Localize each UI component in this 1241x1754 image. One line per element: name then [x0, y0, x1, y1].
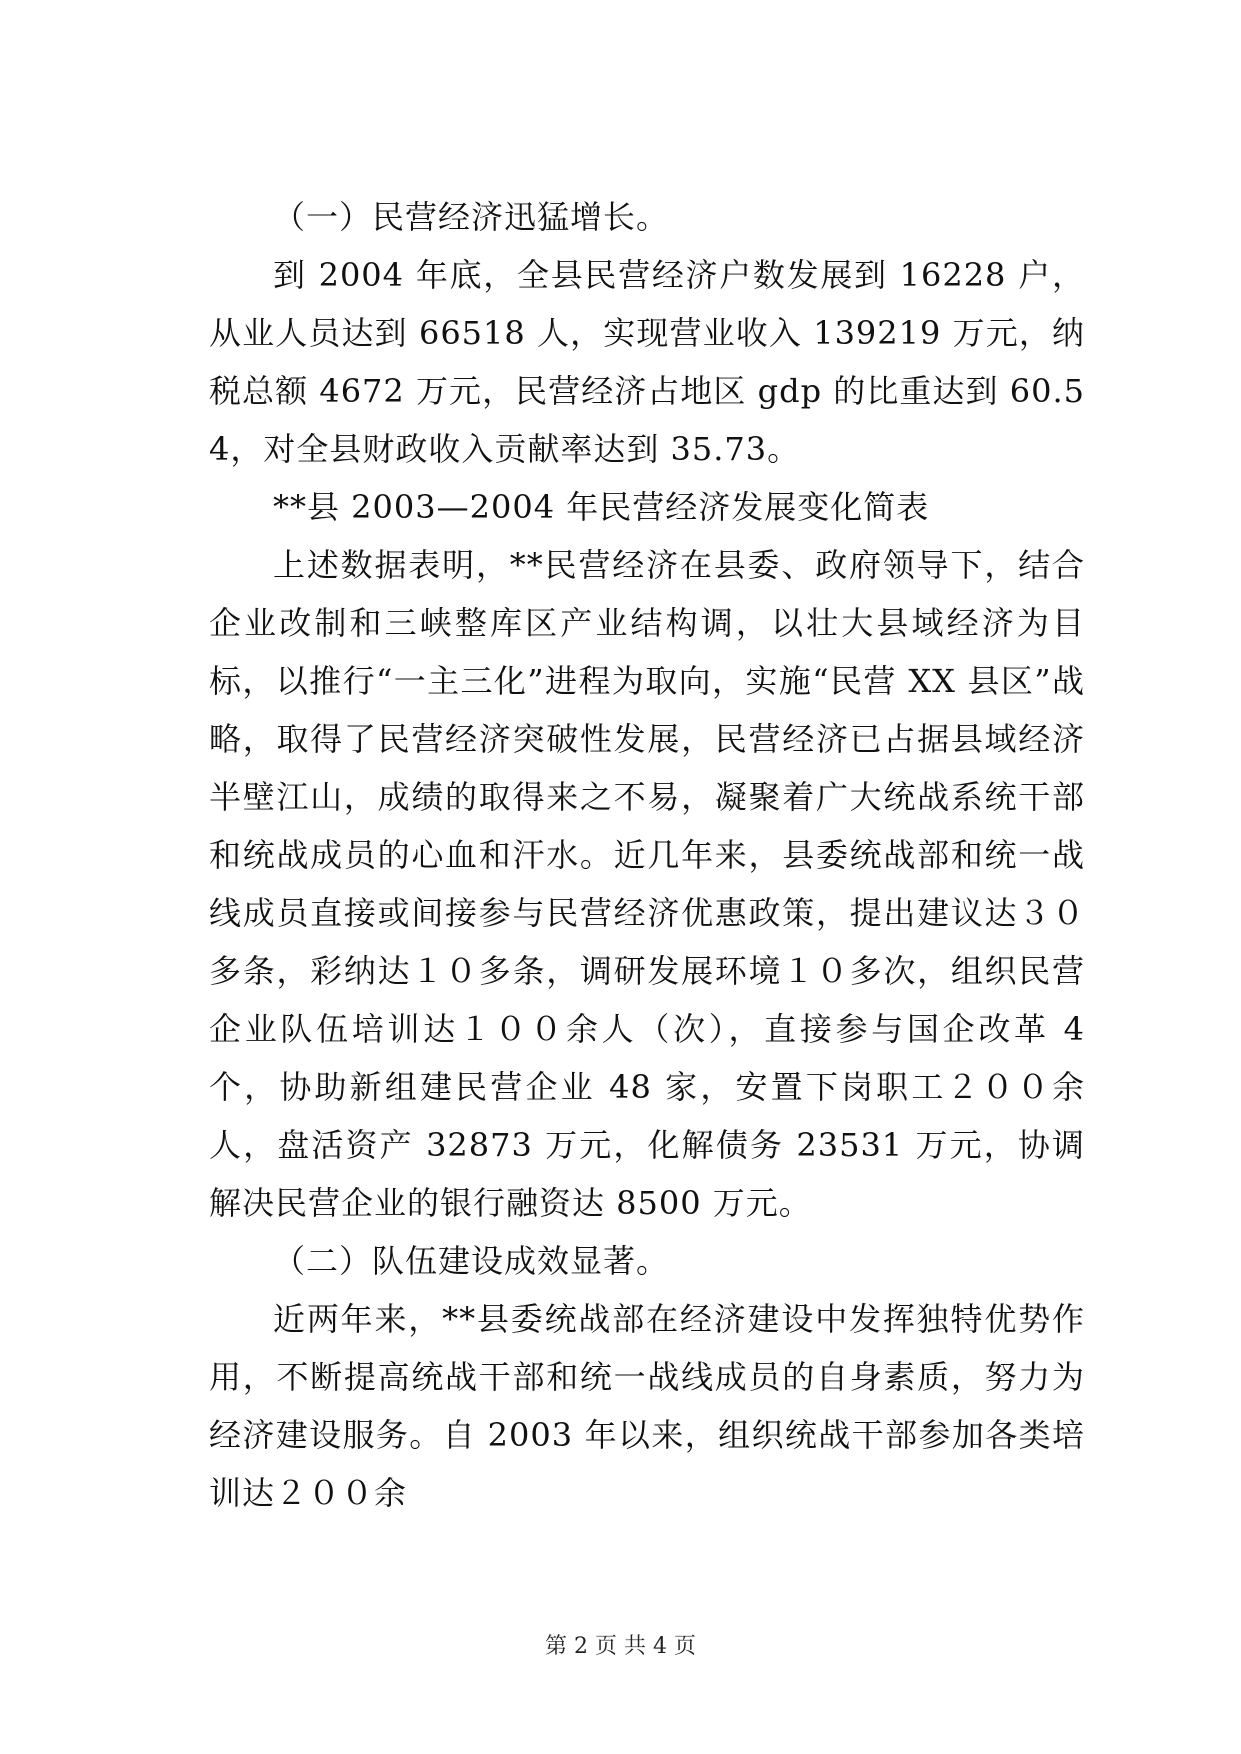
paragraph-statistics-2004: 到 2004 年底，全县民营经济户数发展到 16228 户，从业人员达到 66518 人，实现营业收入 139219 万元，纳税总额 4672 万元，民营经济占地区 gdp 的比重达到 60.54，对全县财政收入贡献率达到 35.73。	[209, 256, 1085, 468]
table-caption: **县 2003—2004 年民营经济发展变化简表	[273, 488, 930, 526]
section-heading-2: （二）队伍建设成效显著。	[273, 1242, 670, 1280]
section-heading-1: （一）民营经济迅猛增长。	[273, 198, 670, 236]
page-number: 第 2 页 共 4 页	[545, 1634, 696, 1659]
page-footer	[0, 1632, 1241, 1662]
paragraph-data-analysis: 上述数据表明，**民营经济在县委、政府领导下，结合企业改制和三峡整库区产业结构调，以壮大县域经济为目标，以推行“一主三化”进程为取向，实施“民营 XX 县区”战略，取得了民营经济突破性发展，民营经济已占据县域经济半壁江山，成绩的取得来之不易，凝聚着广大统战系统干部和统战成员的心血和汗水。近几年来，县委统战部和统一战线成员直接或间接参与民营经济优惠政策，提出建议达３０多条，彩纳达１０多条，调研发展环境１０多次，组织民营企业队伍培训达１００余人（次），直接参与国企改革 4 个，协助新组建民营企业 48 家，安置下岗职工２００余人，盘活资产 32873 万元，化解债务 23531 万元，协调解决民营企业的银行融资达 8500 万元。	[209, 546, 1085, 1222]
document-body	[209, 188, 1085, 1522]
paragraph-team-building: 近两年来，**县委统战部在经济建设中发挥独特优势作用，不断提高统战干部和统一战线成员的自身素质，努力为经济建设服务。自 2003 年以来，组织统战干部参加各类培训达２００余	[209, 1300, 1085, 1512]
